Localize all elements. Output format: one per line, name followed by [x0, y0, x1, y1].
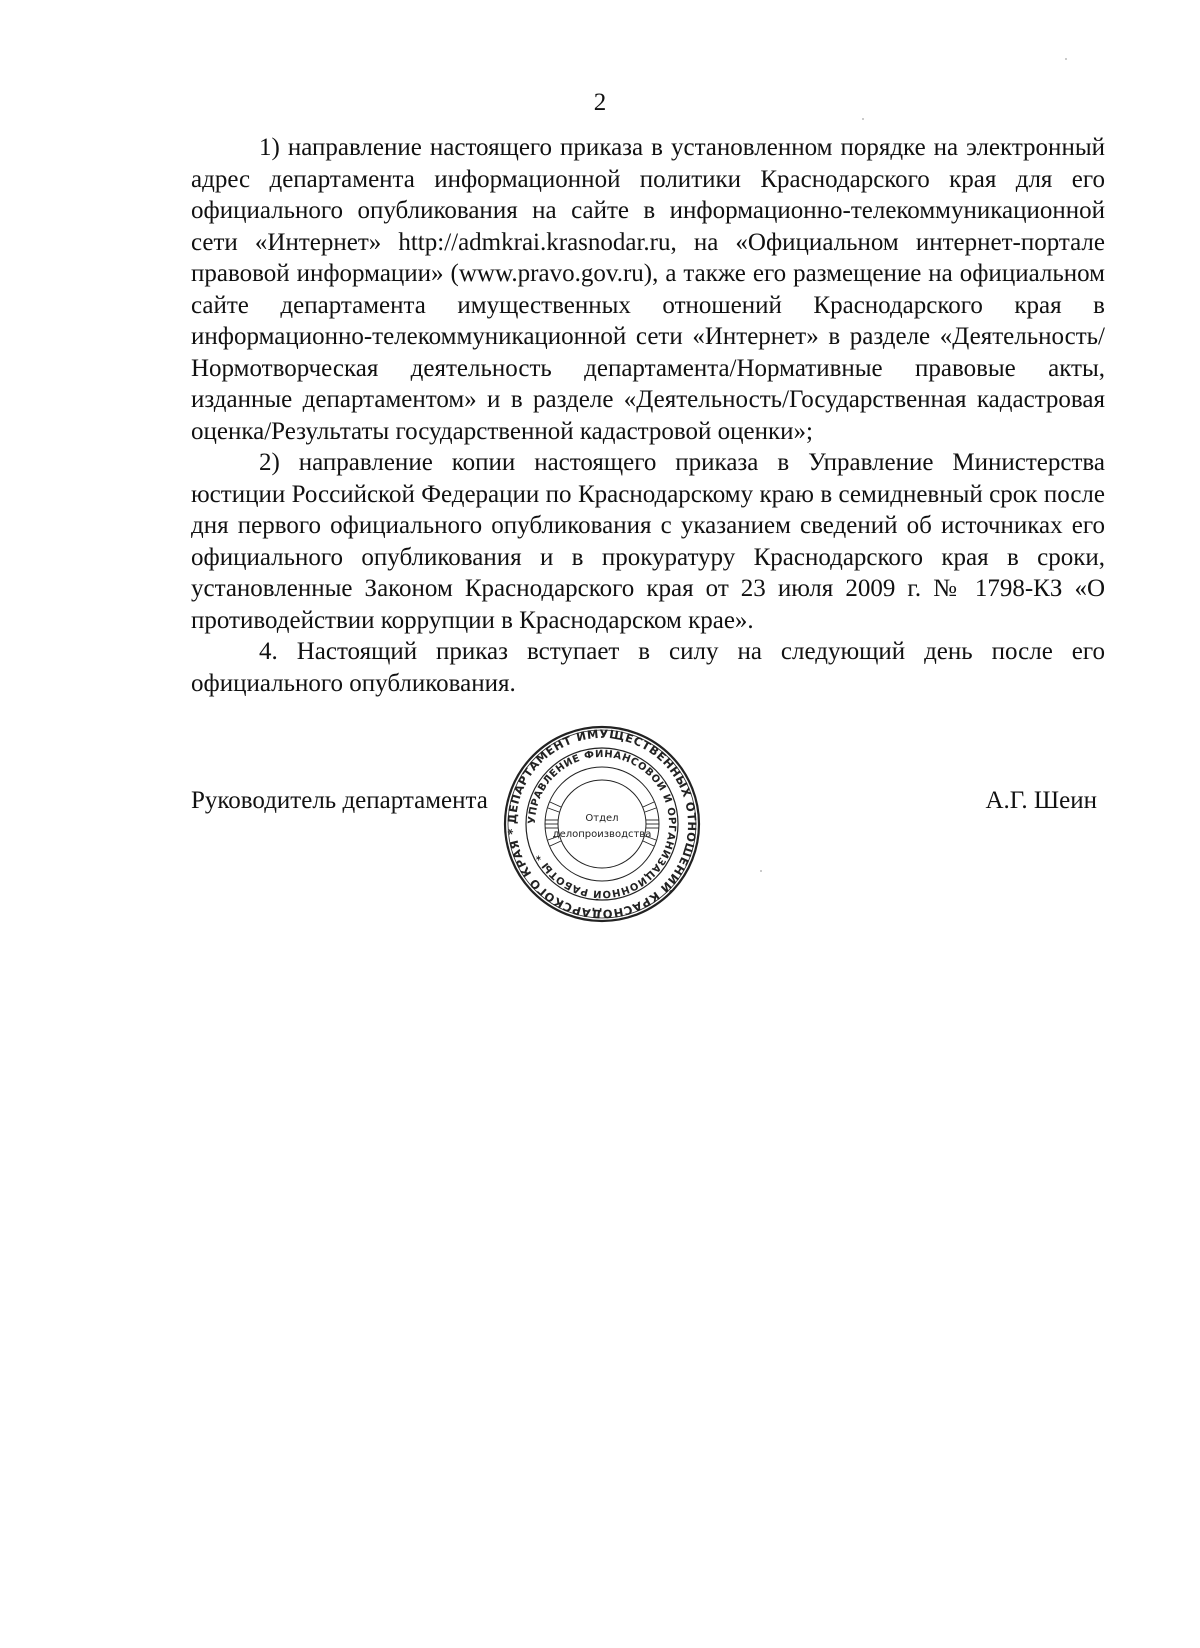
- stamp-inner-ring-text: УПРАВЛЕНИЕ ФИНАНСОВОЙ И ОРГАНИЗАЦИОННОЙ РАБОТЫ *: [526, 748, 678, 900]
- stamp-center-line-2: делопроизводства: [552, 829, 652, 840]
- scan-speck: [760, 870, 762, 872]
- page-number: 2: [593, 89, 607, 116]
- stamp-seal-icon: [502, 724, 702, 924]
- scan-speck: [1065, 58, 1067, 60]
- paragraph-item-2: 2) направление копии настоящего приказа в Управление Министерства юстиции Российской Федерации по Краснодарскому краю в семидневный срок после дня первого официального опубликования с указанием сведений об источниках его официального опубликования и в прокуратуру Краснодарского края в сроки, установленные Законом Краснодарского края от 23 июля 2009 г. № 1798-КЗ «О противодействии коррупции в Краснодарском крае».: [191, 449, 1105, 634]
- document-body: [191, 132, 1105, 699]
- paragraph-clause-4: 4. Настоящий приказ вступает в силу на следующий день после его официального опубликования.: [191, 638, 1105, 697]
- stamp-center-line-1: Отдел: [585, 813, 619, 824]
- official-stamp: [502, 724, 702, 924]
- paragraph-item-1: 1) направление настоящего приказа в установленном порядке на электронный адрес департамента информационной политики Краснодарского края для его официального опубликования на сайте в информационно-телекоммуникационной сети «Интернет» http://admkrai.krasnodar.ru, на «Официальном интернет-портале правовой информации» (www.pravo.gov.ru), а также его размещение на официальном сайте департамента имущественных отношений Краснодарского края в информационно-телекоммуникационной сети «Интернет» в разделе «Деятельность/Нормотворческая деятельность департамента/Нормативные правовые акты, изданные департаментом» и в разделе «Деятельность/Государственная кадастровая оценка/Результаты государственной кадастровой оценки»;: [191, 134, 1105, 445]
- stamp-outer-ring-text: ДЕПАРТАМЕНТ ИМУЩЕСТВЕННЫХ ОТНОШЕНИЙ КРАСНОДАРСКОГО КРАЯ *: [504, 726, 700, 922]
- signatory-name: А.Г. Шеин: [985, 787, 1097, 814]
- scan-speck: [862, 118, 864, 120]
- signatory-position: Руководитель департамента: [191, 787, 488, 814]
